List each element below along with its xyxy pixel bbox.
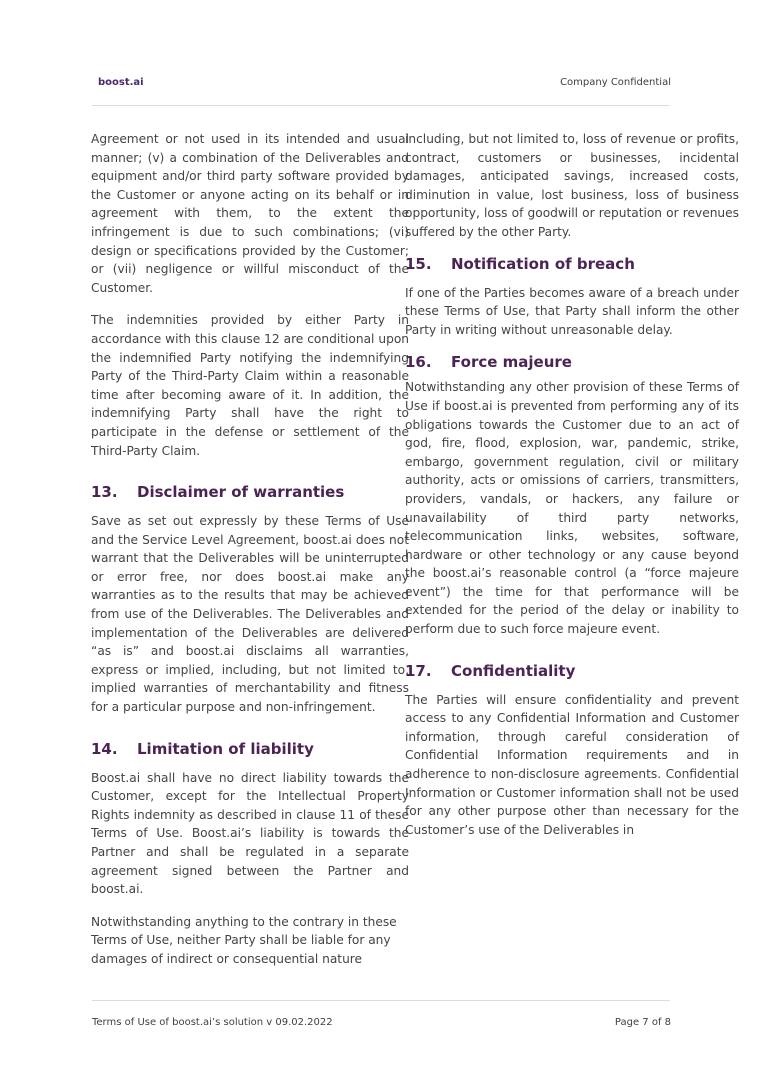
paragraph: If one of the Parties becomes aware of a breach under these Terms of Use, that Party shall inform the other Party in writing without unreasonable delay.	[405, 285, 739, 337]
section-heading-15: 15. Notification of breach	[405, 254, 635, 273]
paragraph: The indemnities provided by either Party in accordance with this clause 12 are conditional upon the indemnified Party notifying the indemnifying Party of the Third-Party Claim within a reasonable time after becoming aware of it. In addition, the indemnifying Party shall have the right to participate in the defense or settlement of the Third-Party Claim.	[91, 313, 409, 458]
header-brand: boost.ai	[98, 77, 144, 88]
paragraph: including, but not limited to, loss of revenue or profits, contract, customers or businesses, incidental damages, anticipated savings, increased costs, diminution in value, lost business, loss of business opportunity, loss of goodwill or reputation or revenues suffered by the other Party.	[405, 132, 739, 239]
paragraph: Notwithstanding any other provision of these Terms of Use if boost.ai is prevented from performing any of its obligations towards the Customer due to an act of god, fire, flood, explosion, war, pandemic, strike, embargo, government regulation, civil or military authority, acts or omissions of carriers, transmitters, providers, vandals, or hackers, any failure or unavailability of third party networks, telecommunication links, websites, software, hardware or other technology or any cause beyond the boost.ai’s reasonable control (a “force majeure event”) the time for that performance will be extended for the period of the delay or inability to perform due to such force majeure event.	[405, 380, 739, 637]
paragraph: Agreement or not used in its intended and usual manner; (v) a combination of the Deliverables and equipment and/or third party software provided by the Customer or anyone acting on its behalf or in agreement with them, to the extent the infringement is due to such combinations; (vi) design or specifications provided by the Customer; or (vii) negligence or willful misconduct of the Customer.	[91, 132, 409, 295]
footer-rule	[92, 1000, 670, 1001]
paragraph: Boost.ai shall have no direct liability towards the Customer, except for the Intellectual Property Rights indemnity as described in clause 11 of these Terms of Use. Boost.ai’s liability is towards the Partner and shall be regulated in a separate agreement signed between the Partner and boost.ai.	[91, 770, 409, 897]
footer-title: Terms of Use of boost.ai’s solution v 09.02.2022	[92, 1017, 333, 1028]
paragraph: Save as set out expressly by these Terms of Use and the Service Level Agreement, boost.ai does not warrant that the Deliverables will be uninterrupted or error free, nor does boost.ai make any warranties as to the results that may be achieved from use of the Deliverables. The Deliverables and implementation of the Deliverables are delivered “as is” and boost.ai disclaims all warranties, express or implied, including, but not limited to, implied warranties of merchantability and fitness for a particular purpose and non-infringement.	[91, 514, 409, 715]
paragraph: Notwithstanding anything to the contrary in these Terms of Use, neither Party shall be liable for any damages of indirect or consequential nature	[91, 914, 397, 966]
section-heading-13: 13. Disclaimer of warranties	[91, 483, 345, 502]
paragraph: The Parties will ensure confidentiality and prevent access to any Confidential Information and Customer information, through careful consideration of Confidential Information requirements and in adherence to non-disclosure agreements. Confidential Information or Customer information shall not be used for any other purpose other than necessary for the Customer’s use of the Deliverables in	[405, 692, 739, 837]
left-column	[91, 130, 409, 969]
right-column	[405, 130, 739, 839]
page-number: Page 7 of 8	[614, 1017, 671, 1028]
section-heading-14: 14. Limitation of liability	[91, 739, 314, 758]
section-heading-16: 16. Force majeure	[405, 353, 572, 372]
section-heading-17: 17. Confidentiality	[405, 661, 576, 680]
header-confidential: Company Confidential	[560, 77, 671, 88]
header-rule	[92, 105, 670, 106]
